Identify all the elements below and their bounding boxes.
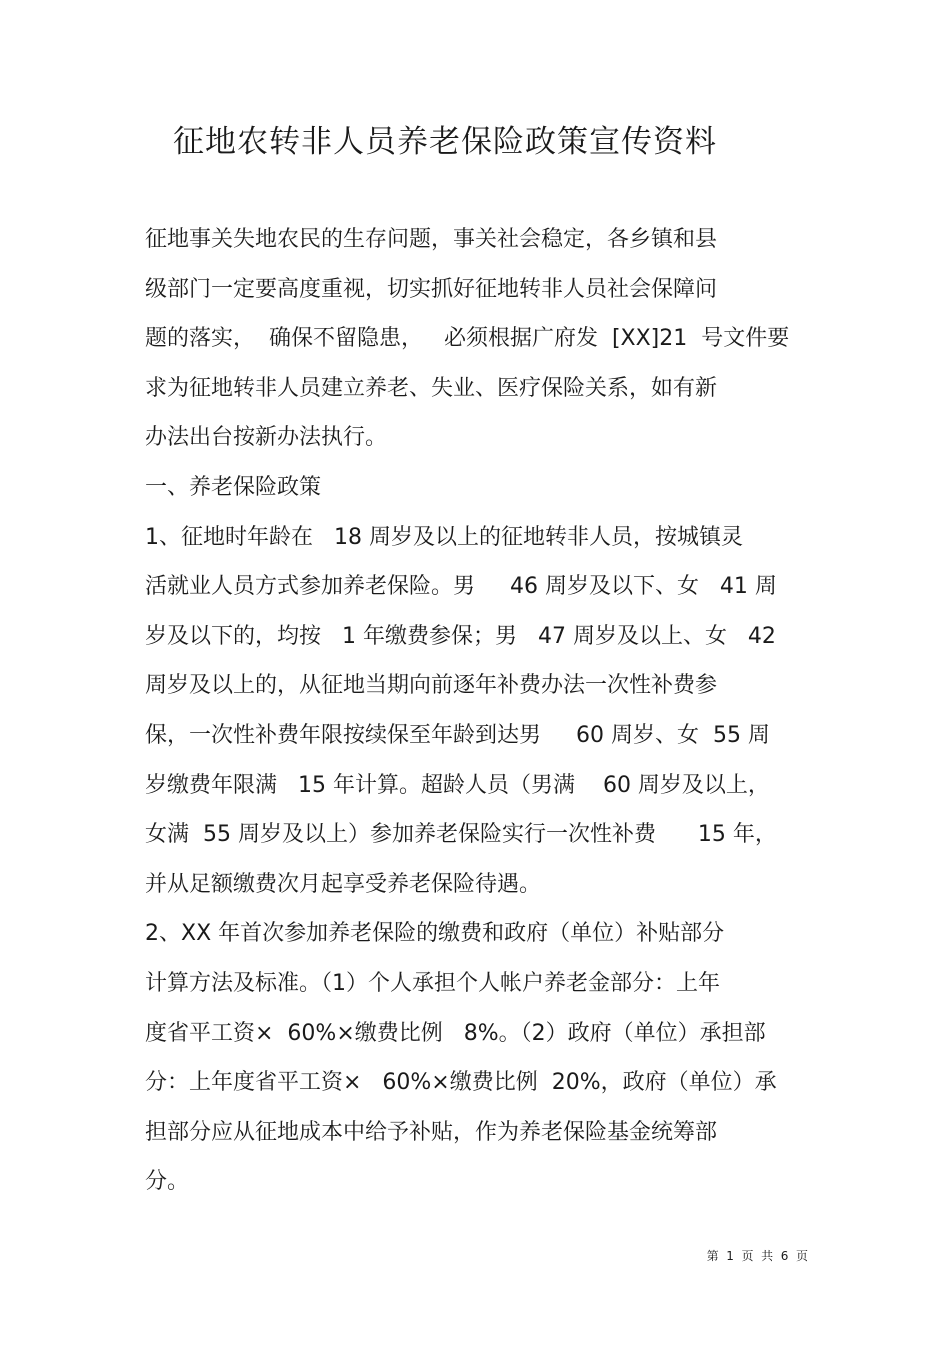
body-line: 周岁及以上的，从征地当期向前逐年补费办法一次性补费参 [145,673,718,699]
section-heading: 一、养老保险政策 [145,474,322,500]
body-line: 分。 [145,1169,190,1195]
body-line: 计算方法及标准。（1）个人承担个人帐户养老金部分：上年 [145,970,720,996]
body-line: 岁及以下的，均按 1 年缴费参保；男 47 周岁及以上、女 42 [145,623,776,649]
body-line: 并从足额缴费次月起享受养老保险待遇。 [145,871,542,897]
body-line: 题的落实， 确保不留隐患， 必须根据广府发 [XX]21 号文件要 [145,326,790,352]
document-body [145,215,825,1207]
body-line: 求为征地转非人员建立养老、失业、医疗保险关系，如有新 [145,375,718,401]
body-line: 女满 55 周岁及以上）参加养老保险实行一次性补费 15 年， [145,822,777,848]
body-line: 担部分应从征地成本中给予补贴，作为养老保险基金统筹部 [145,1119,718,1145]
body-line: 保，一次性补费年限按续保至年龄到达男 60 周岁、女 55 周 [145,722,770,748]
body-line: 分：上年度省平工资× 60%×缴费比例 20%，政府（单位）承 [145,1070,777,1096]
body-line: 度省平工资× 60%×缴费比例 8%。（2）政府（单位）承担部 [145,1020,766,1046]
body-line: 级部门一定要高度重视，切实抓好征地转非人员社会保障问 [145,276,718,302]
document-title: 征地农转非人员养老保险政策宣传资料 [173,124,717,160]
body-line: 2、XX 年首次参加养老保险的缴费和政府（单位）补贴部分 [145,921,725,947]
body-line: 活就业人员方式参加养老保险。男 46 周岁及以下、女 41 周 [145,574,777,600]
page-number: 第 1 页 共 6 页 [706,1249,808,1263]
body-line: 办法出台按新办法执行。 [145,425,388,451]
body-line: 征地事关失地农民的生存问题，事关社会稳定，各乡镇和县 [145,227,718,252]
body-line: 1、征地时年龄在 18 周岁及以上的征地转非人员，按城镇灵 [145,524,743,550]
body-line: 岁缴费年限满 15 年计算。超龄人员（男满 60 周岁及以上， [145,772,770,798]
